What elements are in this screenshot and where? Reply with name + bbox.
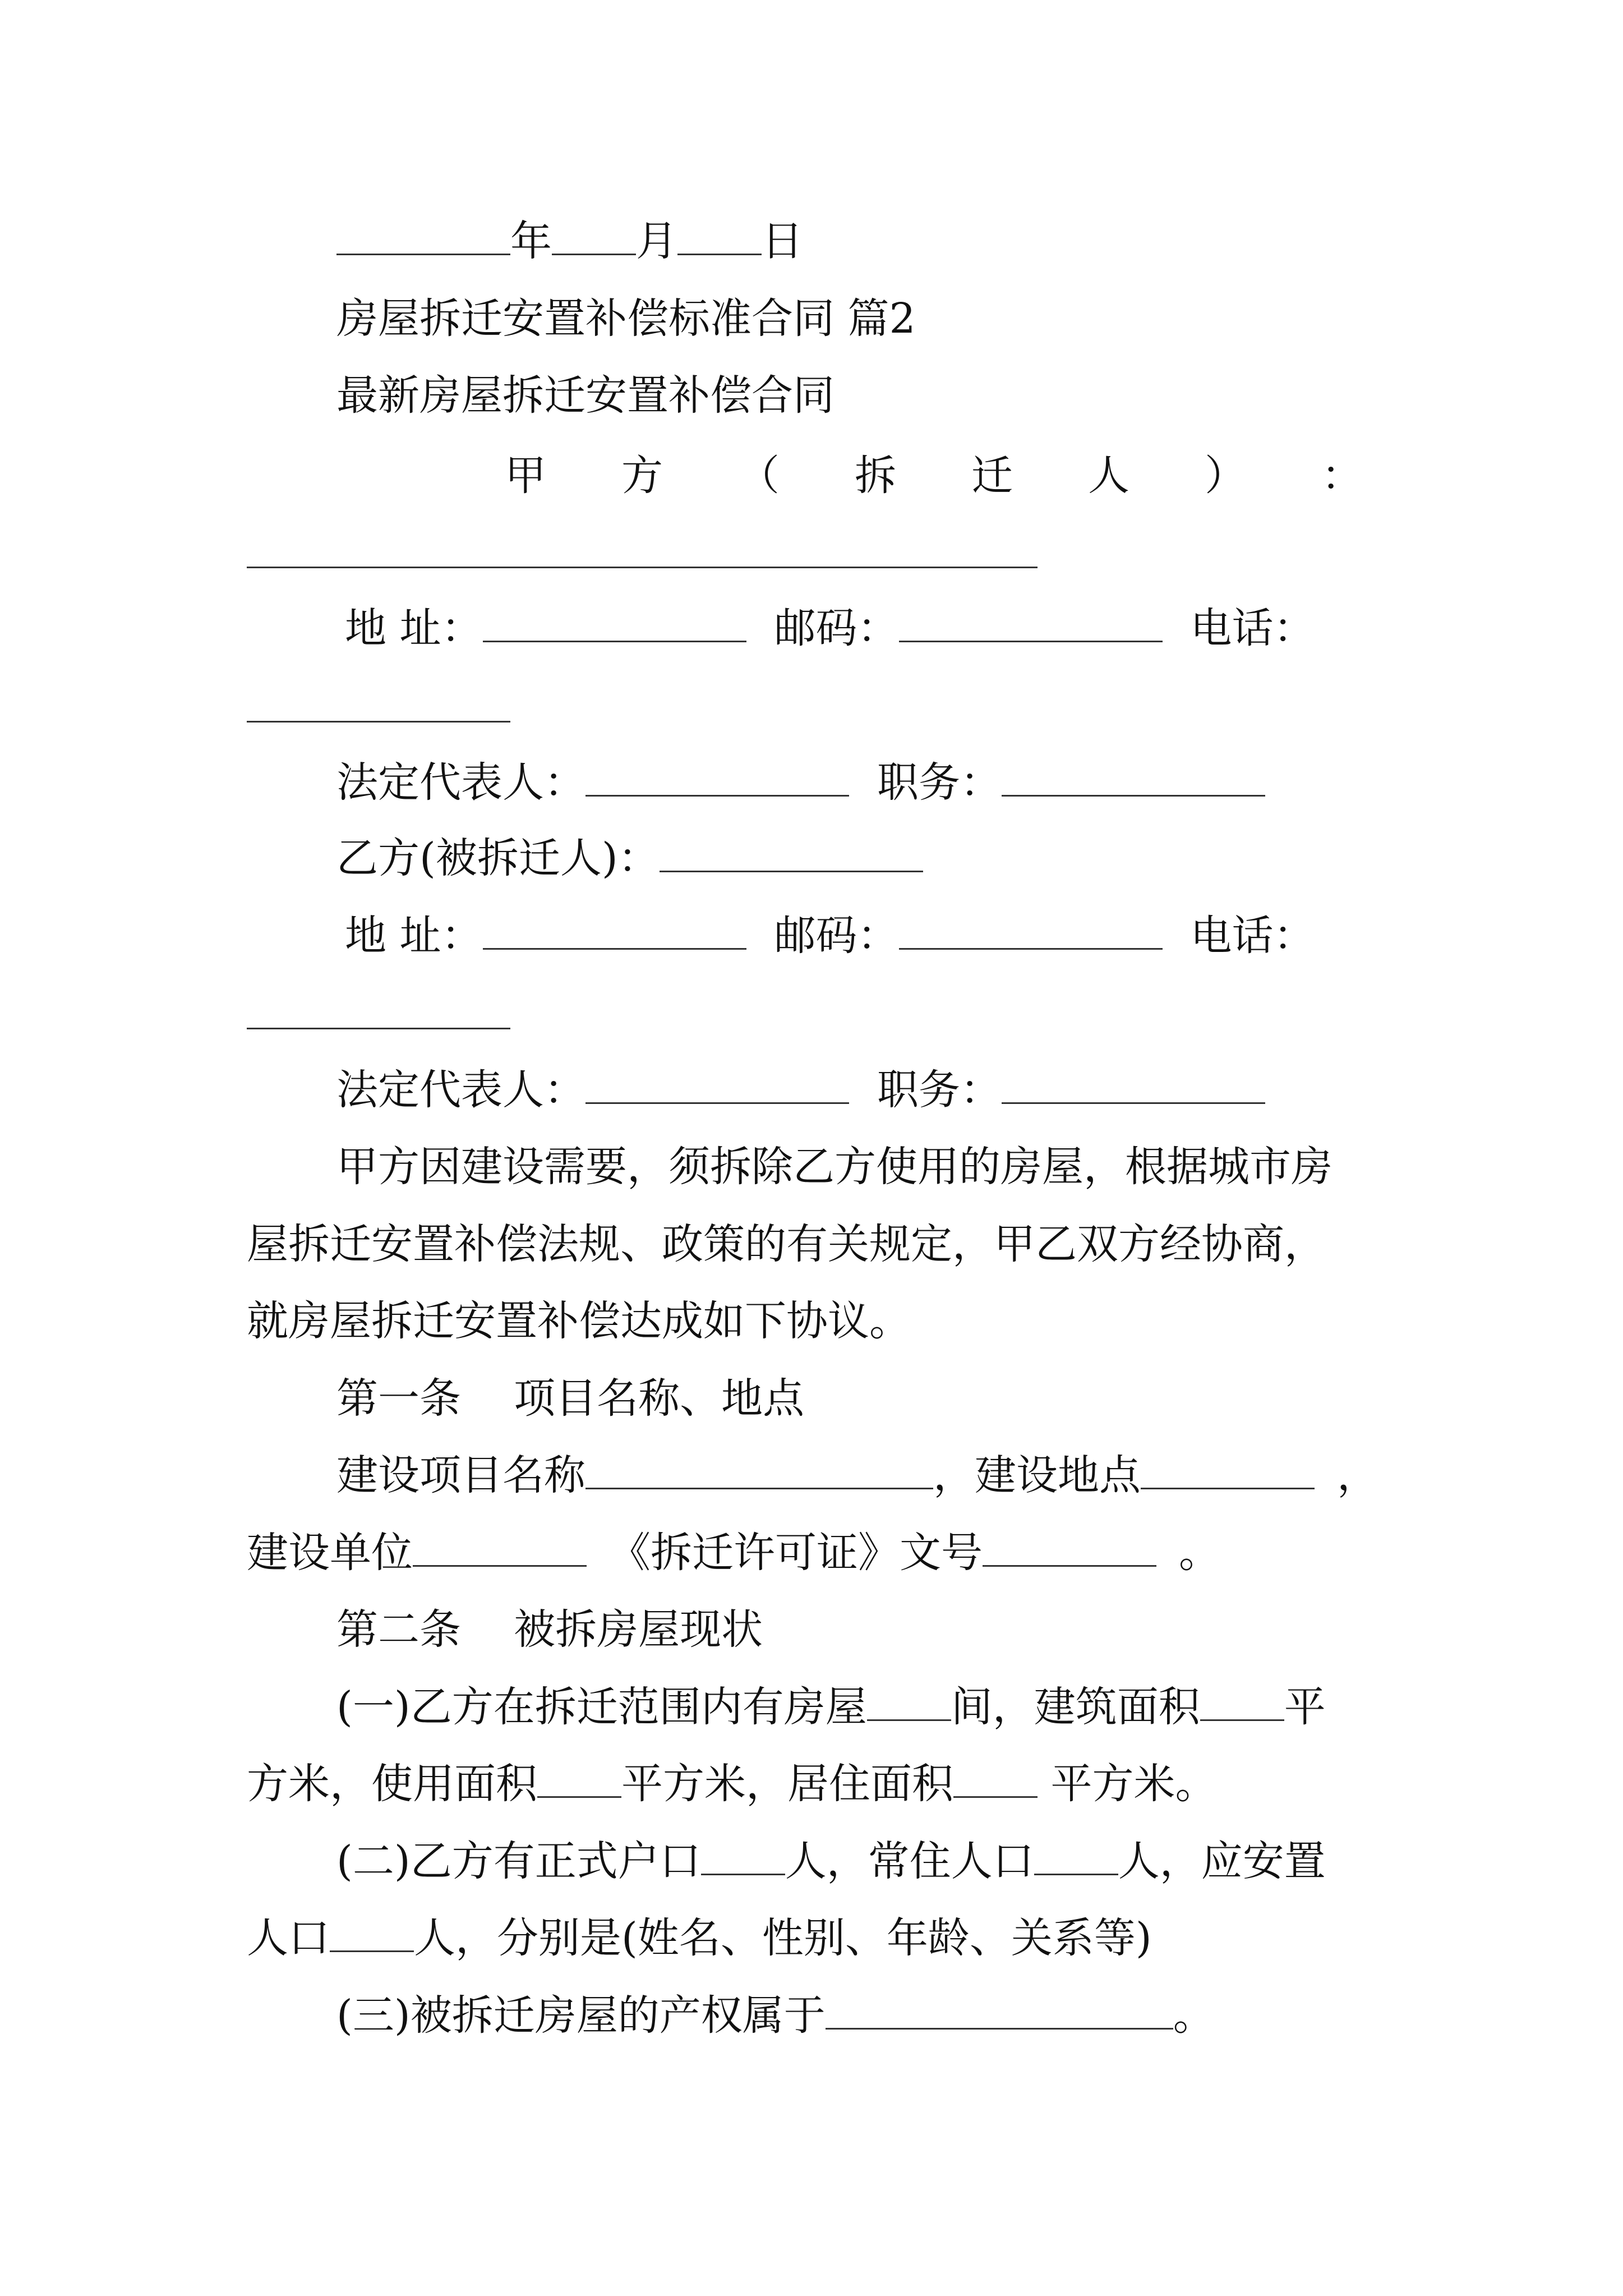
- intro-line-3: 就房屋拆迁安置补偿达成如下协议。: [247, 1297, 911, 1345]
- month-blank[interactable]: [552, 214, 636, 255]
- article-1-heading: 第一条 项目名称、地点: [336, 1374, 805, 1423]
- item-1-text: 平方米。: [1038, 1760, 1217, 1808]
- registered-residents-blank[interactable]: [701, 1834, 785, 1875]
- party-b-rep-line: [336, 1062, 1265, 1118]
- party-a-rep-line: [336, 754, 1265, 811]
- item-3-text: (三)被拆迁房屋的产权属于: [336, 1991, 826, 2040]
- party-b-postcode-label: 邮码：: [774, 912, 899, 960]
- project-site-blank[interactable]: [1141, 1448, 1315, 1489]
- party-b-line: [336, 830, 923, 886]
- party-a-postcode-label: 邮码：: [774, 604, 899, 652]
- item-2-line-1: [336, 1833, 1326, 1889]
- party-a-address-blank[interactable]: [483, 601, 746, 642]
- building-area-blank[interactable]: [1200, 1680, 1284, 1721]
- item-1-text: (一)乙方在拆迁范围内有房屋: [336, 1683, 867, 1731]
- party-a-char: 迁: [971, 452, 1013, 500]
- item-2-text: 人，应安置: [1118, 1837, 1326, 1885]
- month-label: 月: [636, 217, 677, 265]
- party-a-title-blank[interactable]: [1002, 756, 1265, 797]
- party-b-phone-blank[interactable]: [247, 1028, 510, 1029]
- document-title: 房屋拆迁安置补偿标准合同 篇2: [336, 295, 916, 343]
- item-2-text: 人，常住人口: [785, 1837, 1034, 1885]
- party-a-phone-label: 电话：: [1190, 604, 1315, 652]
- item-1-line-1: [336, 1679, 1326, 1735]
- date-line: [336, 213, 803, 269]
- party-b-name-blank[interactable]: [660, 831, 923, 872]
- party-a-rep-blank[interactable]: [585, 756, 849, 797]
- article-2-heading: 第二条 被拆房屋现状: [336, 1605, 763, 1654]
- party-b-phone-label: 电话：: [1190, 912, 1315, 960]
- article-1-project-line: [336, 1447, 1378, 1503]
- party-a-postcode-blank[interactable]: [899, 601, 1163, 642]
- party-a-char: ：: [1321, 452, 1363, 500]
- intro-line-1: 甲方因建设需要，须拆除乙方使用的房屋，根据城市房: [336, 1143, 1332, 1191]
- resettle-count-blank[interactable]: [330, 1911, 414, 1952]
- party-a-char: 人: [1088, 452, 1129, 500]
- day-blank[interactable]: [677, 214, 762, 255]
- item-2-text: (二)乙方有正式户口: [336, 1837, 701, 1885]
- comma: ，: [1337, 1451, 1378, 1499]
- living-area-blank[interactable]: [953, 1757, 1038, 1798]
- document-subtitle: 最新房屋拆迁安置补偿合同: [336, 371, 834, 420]
- permit-blank[interactable]: [983, 1526, 1156, 1567]
- usable-area-blank[interactable]: [537, 1757, 621, 1798]
- party-a-char: 拆: [855, 452, 896, 500]
- party-a-address-line: [345, 600, 1315, 656]
- item-2-text: 人口: [247, 1914, 330, 1962]
- item-3-text: 。: [1173, 1991, 1215, 2040]
- item-1-text: 平: [1284, 1683, 1326, 1731]
- article-1-unit-line: [247, 1525, 1220, 1581]
- item-3-line: [336, 1987, 1215, 2044]
- party-a-title-label: 职务：: [877, 758, 1002, 807]
- party-b-title-blank[interactable]: [1002, 1063, 1265, 1104]
- party-b-address-label: 地 址：: [345, 912, 483, 960]
- item-2-text: 人，分别是(姓名、性别、年龄、关系等): [414, 1914, 1152, 1962]
- project-site-label: ，建设地点: [933, 1451, 1141, 1499]
- day-label: 日: [762, 217, 803, 265]
- party-b-rep-blank[interactable]: [585, 1063, 849, 1104]
- party-b-postcode-blank[interactable]: [899, 909, 1163, 950]
- party-b-title-label: 职务：: [877, 1066, 1002, 1114]
- party-a-rep-label: 法定代表人：: [336, 758, 585, 807]
- party-a-char: 甲: [505, 452, 546, 500]
- party-a-char: ）: [1205, 452, 1246, 500]
- project-name-label: 建设项目名称: [336, 1451, 585, 1499]
- unit-blank[interactable]: [413, 1526, 587, 1567]
- year-label: 年: [510, 217, 552, 265]
- intro-line-2: 屋拆迁安置补偿法规、政策的有关规定，甲乙双方经协商，: [247, 1220, 1326, 1268]
- party-a-char: （: [738, 452, 780, 500]
- project-name-blank[interactable]: [585, 1448, 933, 1489]
- period: 。: [1179, 1529, 1220, 1577]
- party-b-rep-label: 法定代表人：: [336, 1066, 585, 1114]
- permanent-residents-blank[interactable]: [1034, 1834, 1118, 1875]
- year-blank[interactable]: [336, 214, 510, 255]
- permit-label: 《拆迁许可证》文号: [609, 1529, 983, 1577]
- item-2-line-2: [247, 1910, 1152, 1966]
- item-1-text: 平方米，居住面积: [621, 1760, 953, 1808]
- item-1-line-2: [247, 1756, 1217, 1812]
- party-a-char: 方: [621, 452, 663, 500]
- party-a-name-blank[interactable]: [247, 567, 1038, 568]
- item-1-text: 间，建筑面积: [951, 1683, 1200, 1731]
- party-b-address-blank[interactable]: [483, 909, 746, 950]
- party-b-label: 乙方(被拆迁人)：: [336, 834, 660, 882]
- item-1-text: 方米，使用面积: [247, 1760, 537, 1808]
- rooms-blank[interactable]: [867, 1680, 951, 1721]
- party-a-phone-blank[interactable]: [247, 721, 510, 723]
- party-b-address-line: [345, 908, 1315, 964]
- party-a-address-label: 地 址：: [345, 604, 483, 652]
- unit-label: 建设单位: [247, 1529, 413, 1577]
- ownership-blank[interactable]: [826, 1989, 1173, 2030]
- party-a-label: [505, 448, 1363, 504]
